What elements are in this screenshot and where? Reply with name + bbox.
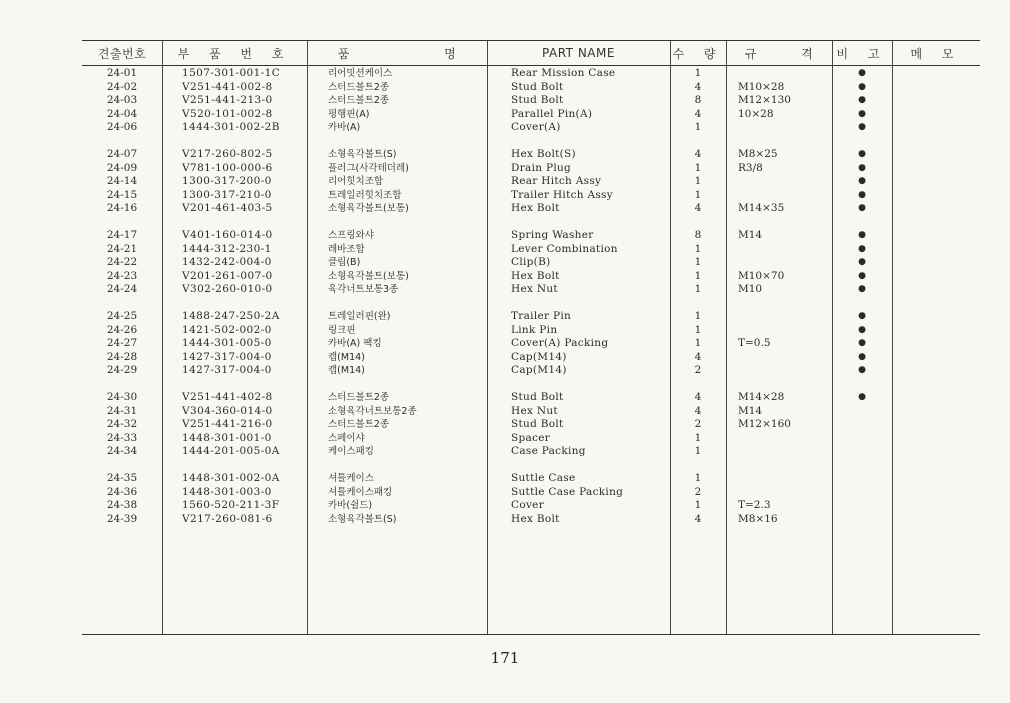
part-number: V251-441-213-0 [182, 94, 273, 106]
item-number: 24-09 [106, 161, 138, 174]
item-number: 24-35 [106, 472, 138, 484]
korean-name: 소형육각볼트(보통) [328, 203, 409, 214]
korean-name: 스터드볼트2종 [328, 419, 390, 430]
note-mark: ● [858, 68, 866, 78]
table-row [82, 364, 980, 378]
table-row [82, 337, 980, 351]
quantity: 4 [694, 80, 702, 93]
row-group [82, 67, 980, 135]
item-number: 24-31 [106, 404, 138, 417]
note-mark: ● [858, 338, 866, 348]
table-row [82, 432, 980, 446]
parts-table [82, 40, 980, 635]
korean-name: 셔틀케이스 [328, 473, 374, 484]
part-number: 1560-520-211-3F [182, 499, 280, 511]
row-group [82, 391, 980, 459]
item-number: 24-14 [106, 175, 138, 187]
table-row [82, 162, 980, 176]
note-mark: ● [858, 108, 866, 119]
item-number: 24-33 [106, 431, 138, 444]
row-group [82, 472, 980, 526]
item-number: 24-28 [106, 350, 138, 363]
table-row [82, 391, 980, 405]
part-number: V201-461-403-5 [182, 202, 273, 214]
korean-name: 스터드볼트2종 [328, 392, 390, 403]
quantity: 2 [694, 485, 702, 498]
english-name: Rear Mission Case [511, 67, 616, 79]
table-row [82, 351, 980, 365]
quantity: 4 [694, 404, 702, 417]
part-number: V401-160-014-0 [182, 229, 273, 241]
table-row [82, 202, 980, 216]
english-name: Hex Nut [511, 283, 558, 295]
row-group [82, 229, 980, 297]
korean-name: 리어힛치조합 [328, 176, 384, 187]
quantity: 8 [694, 94, 702, 106]
english-name: Stud Bolt [511, 94, 564, 106]
korean-name: 소형육각너트보통2종 [328, 405, 417, 417]
part-number: V217-260-802-5 [182, 148, 273, 160]
note-mark: ● [858, 257, 866, 267]
english-name: Rear Hitch Assy [511, 175, 602, 187]
note-mark: ● [858, 95, 866, 105]
item-number: 24-22 [106, 256, 138, 268]
quantity: 1 [694, 337, 702, 349]
quantity: 4 [694, 512, 702, 525]
item-number: 24-34 [106, 445, 138, 457]
quantity: 1 [694, 445, 702, 457]
korean-name: 스프링와샤 [328, 230, 374, 241]
row-group [82, 310, 980, 378]
item-number: 24-38 [106, 499, 138, 511]
item-number: 24-02 [106, 80, 138, 93]
table-row [82, 418, 980, 432]
note-mark: ● [858, 311, 866, 321]
part-number: 1448-301-002-0A [182, 472, 280, 484]
item-number: 24-36 [106, 485, 138, 498]
korean-name: 소형육각볼트(S) [328, 149, 397, 160]
part-number: 1300-317-200-0 [182, 175, 272, 187]
note-mark: ● [858, 392, 866, 402]
korean-name: 스터드볼트2종 [328, 95, 390, 106]
table-row [82, 310, 980, 324]
note-mark: ● [858, 176, 866, 186]
part-number: V781-100-000-6 [182, 161, 273, 174]
item-number: 24-21 [106, 242, 138, 255]
korean-name: 평행핀(A) [328, 108, 370, 120]
quantity: 1 [694, 323, 702, 336]
korean-name: 플러그(사각테더레) [328, 162, 409, 174]
item-number: 24-07 [106, 148, 138, 160]
item-number: 24-16 [106, 202, 138, 214]
korean-name: 스터드볼트2종 [328, 81, 390, 93]
table-row [82, 148, 980, 162]
english-name: Suttle Case [511, 472, 576, 484]
korean-name: 클립(B) [328, 257, 361, 268]
specification: M14 [738, 229, 763, 241]
quantity: 8 [694, 229, 702, 241]
quantity: 4 [694, 107, 702, 120]
part-number: 1444-312-230-1 [182, 242, 272, 255]
item-number: 24-06 [106, 121, 138, 133]
specification: M14×28 [738, 391, 785, 403]
table-row [82, 486, 980, 500]
item-number: 24-39 [106, 512, 138, 525]
part-number: 1444-301-005-0 [182, 337, 272, 349]
note-mark: ● [858, 189, 866, 200]
table-row [82, 243, 980, 257]
english-name: Hex Bolt [511, 269, 560, 282]
item-number: 24-29 [106, 364, 138, 376]
specification: T=2.3 [738, 499, 771, 511]
part-number: 1448-301-003-0 [182, 485, 272, 498]
korean-name: 트레일러핀(완) [328, 311, 391, 322]
note-mark: ● [858, 81, 866, 92]
part-number: V251-441-216-0 [182, 418, 273, 430]
korean-name: 케이스패킹 [328, 446, 374, 457]
english-name: Link Pin [511, 323, 558, 336]
part-number: V217-260-081-6 [182, 512, 273, 525]
item-number: 24-17 [106, 229, 138, 241]
table-row [82, 121, 980, 135]
quantity: 1 [694, 269, 702, 282]
english-name: Cover(A) Packing [511, 337, 609, 349]
table-row [82, 108, 980, 122]
quantity: 1 [694, 161, 702, 174]
table-row [82, 445, 980, 459]
item-number: 24-23 [106, 269, 138, 282]
quantity: 4 [694, 202, 702, 214]
english-name: Hex Bolt [511, 512, 560, 525]
note-mark: ● [858, 351, 866, 362]
korean-name: 링크핀 [328, 324, 356, 336]
english-name: Hex Bolt [511, 202, 560, 214]
english-name: Cover(A) [511, 121, 561, 133]
korean-name: 셔틀케이스패킹 [328, 486, 393, 498]
quantity: 1 [694, 242, 702, 255]
note-mark: ● [858, 203, 866, 213]
quantity: 1 [694, 121, 702, 133]
header-spec: 규 격 [744, 46, 814, 61]
english-name: Trailer Pin [511, 310, 572, 322]
part-number: 1421-502-002-0 [182, 323, 272, 336]
part-number: V304-360-014-0 [182, 404, 273, 417]
english-name: Case Packing [511, 445, 586, 457]
table-row [82, 256, 980, 270]
note-mark: ● [858, 162, 866, 173]
quantity: 1 [694, 499, 702, 511]
part-number: 1444-301-002-2B [182, 121, 280, 133]
korean-name: 캡(M14) [328, 365, 365, 376]
header-memo: 메 모 [910, 46, 962, 61]
item-number: 24-27 [106, 337, 138, 349]
specification: M12×130 [738, 94, 791, 106]
quantity: 1 [694, 472, 702, 484]
korean-name: 소형육각볼트(S) [328, 513, 397, 525]
table-row [82, 513, 980, 527]
korean-name: 레바조합 [328, 243, 365, 255]
table-row [82, 499, 980, 513]
header-part-no: 부 품 번 호 [177, 46, 292, 61]
english-name: Spring Washer [511, 229, 594, 241]
table-row [82, 175, 980, 189]
item-number: 24-25 [106, 310, 138, 322]
part-number: 1300-317-210-0 [182, 188, 272, 201]
note-mark: ● [858, 324, 866, 335]
specification: M12×160 [738, 418, 791, 430]
english-name: Stud Bolt [511, 418, 564, 430]
header-divider [82, 65, 980, 66]
quantity: 1 [694, 431, 702, 444]
note-mark: ● [858, 122, 866, 132]
page-number: 171 [490, 649, 520, 667]
specification: M14 [738, 404, 763, 417]
part-number: 1448-301-001-0 [182, 431, 272, 444]
korean-name: 캡(M14) [328, 351, 365, 363]
note-mark: ● [858, 230, 866, 240]
quantity: 1 [694, 283, 702, 295]
korean-name: 육각너트보통3종 [328, 284, 399, 295]
table-row [82, 472, 980, 486]
specification: R3/8 [738, 161, 763, 174]
korean-name: 리어밋션케이스 [328, 68, 393, 79]
table-row [82, 81, 980, 95]
table-row [82, 189, 980, 203]
header-part-name: PART NAME [542, 46, 615, 60]
quantity: 4 [694, 350, 702, 363]
part-number: 1432-242-004-0 [182, 256, 272, 268]
part-number: 1427-317-004-0 [182, 350, 272, 363]
note-mark: ● [858, 270, 866, 281]
note-mark: ● [858, 149, 866, 159]
part-number: 1427-317-004-0 [182, 364, 272, 376]
header-qty: 수 량 [672, 46, 724, 61]
header-name-ko: 품 명 [337, 46, 457, 61]
quantity: 2 [694, 364, 702, 376]
table-row [82, 94, 980, 108]
table-row [82, 324, 980, 338]
english-name: Lever Combination [511, 242, 618, 255]
english-name: Parallel Pin(A) [511, 107, 593, 120]
korean-name: 트레일러힛치조합 [328, 189, 402, 201]
part-number: V520-101-002-8 [182, 107, 273, 120]
table-row [82, 229, 980, 243]
english-name: Drain Plug [511, 161, 572, 174]
header-no: 견출번호 [97, 46, 147, 61]
item-number: 24-15 [106, 188, 138, 201]
part-number: 1488-247-250-2A [182, 310, 280, 322]
specification: M10×70 [738, 269, 785, 282]
note-mark: ● [858, 243, 866, 254]
english-name: Cap(M14) [511, 350, 567, 363]
korean-name: 카바(A) 팩킹 [328, 338, 382, 349]
quantity: 1 [694, 310, 702, 322]
quantity: 1 [694, 256, 702, 268]
part-number: 1444-201-005-0A [182, 445, 280, 457]
english-name: Cover [511, 499, 545, 511]
specification: M10 [738, 283, 763, 295]
english-name: Suttle Case Packing [511, 485, 624, 498]
table-row [82, 405, 980, 419]
specification: M8×16 [738, 512, 778, 525]
specification: M14×35 [738, 202, 785, 214]
specification: T=0.5 [738, 337, 771, 349]
table-row [82, 270, 980, 284]
korean-name: 카바(A) [328, 122, 361, 133]
item-number: 24-30 [106, 391, 138, 403]
korean-name: 스페이샤 [328, 432, 365, 444]
part-number: V201-261-007-0 [182, 269, 273, 282]
english-name: Hex Nut [511, 404, 558, 417]
part-number: 1507-301-001-1C [182, 67, 281, 79]
english-name: Spacer [511, 431, 551, 444]
table-row [82, 67, 980, 81]
item-number: 24-01 [106, 67, 138, 79]
korean-name: 카바(쉴드) [328, 500, 373, 511]
specification: M10×28 [738, 80, 785, 93]
note-mark: ● [858, 365, 866, 375]
quantity: 4 [694, 391, 702, 403]
english-name: Clip(B) [511, 256, 551, 268]
table-row [82, 283, 980, 297]
item-number: 24-24 [106, 283, 138, 295]
quantity: 1 [694, 188, 702, 201]
quantity: 4 [694, 148, 702, 160]
english-name: Stud Bolt [511, 391, 564, 403]
item-number: 24-03 [106, 94, 138, 106]
item-number: 24-26 [106, 323, 138, 336]
quantity: 1 [694, 67, 702, 79]
item-number: 24-04 [106, 107, 138, 120]
header-note: 비 고 [836, 46, 888, 61]
english-name: Hex Bolt(S) [511, 148, 576, 160]
part-number: V302-260-010-0 [182, 283, 273, 295]
row-group [82, 148, 980, 216]
english-name: Trailer Hitch Assy [511, 188, 613, 201]
specification: 10×28 [738, 107, 774, 120]
note-mark: ● [858, 284, 866, 294]
english-name: Stud Bolt [511, 80, 564, 93]
english-name: Cap(M14) [511, 364, 567, 376]
parts-rows [82, 67, 980, 540]
quantity: 1 [694, 175, 702, 187]
korean-name: 소형육각볼트(보통) [328, 270, 409, 282]
quantity: 2 [694, 418, 702, 430]
item-number: 24-32 [106, 418, 138, 430]
part-number: V251-441-002-8 [182, 80, 273, 93]
part-number: V251-441-402-8 [182, 391, 273, 403]
specification: M8×25 [738, 148, 778, 160]
